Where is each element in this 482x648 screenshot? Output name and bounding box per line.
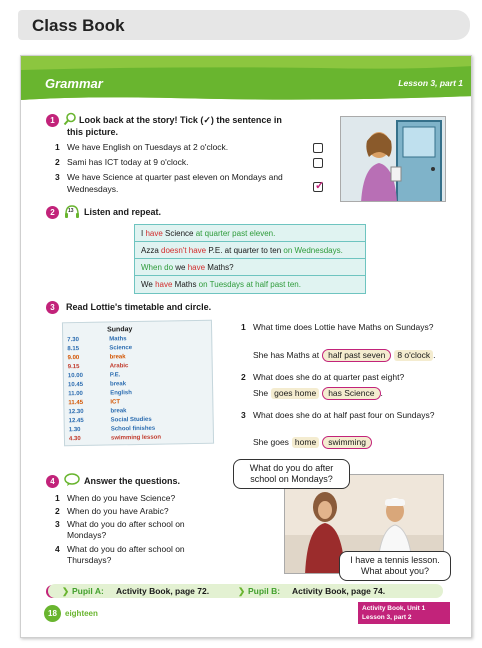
table-row: 4.30 swimming lesson <box>68 434 162 443</box>
pupil-b-label: Pupil B: <box>248 586 281 596</box>
timetable-heading: Sunday <box>107 326 133 334</box>
exercise-3-instruction: Read Lottie's timetable and circle. <box>66 302 212 312</box>
activity-book-lesson: Lesson 3, part 2 <box>362 614 412 621</box>
exercise-1-instruction-cont: this picture. <box>67 127 119 137</box>
activity-book-tag[interactable] <box>358 602 450 624</box>
lesson-label: Lesson 3, part 1 <box>398 78 463 88</box>
item-number: 2 <box>55 157 60 167</box>
option-circled[interactable]: swimming <box>322 436 372 449</box>
table-row: 7.30 Maths <box>67 336 127 344</box>
grammar-row: We have Maths on Tuesdays at half past ten. <box>141 280 301 289</box>
timetable <box>62 320 214 447</box>
table-row: 11.45 ICT <box>68 399 121 407</box>
exercise-1-number: 1 <box>46 114 59 127</box>
check-mark-icon: ✓ <box>315 180 325 192</box>
pupil-b-reference[interactable]: Activity Book, page 74. <box>292 586 386 596</box>
section-title: Grammar <box>45 76 103 91</box>
exercise-2-instruction: Listen and repeat. <box>84 207 162 217</box>
pupil-a-label: Pupil A: <box>72 586 104 596</box>
header-title: Class Book <box>32 16 125 35</box>
item-text: Sami has ICT today at 9 o'clock. <box>67 157 189 167</box>
arrow-icon: ❯ <box>238 586 246 596</box>
story-picture <box>340 116 446 202</box>
pupil-a-reference[interactable]: Activity Book, page 72. <box>116 586 210 596</box>
checkbox-item-3[interactable] <box>313 182 323 192</box>
speech-bubble-answer: I have a tennis lesson. What about you? <box>339 551 451 581</box>
grammar-row: I have Science at quarter past eleven. <box>135 225 365 242</box>
option[interactable]: home <box>292 437 319 448</box>
top-bar <box>18 10 470 40</box>
answer-choice: She goes home swimming <box>253 436 372 449</box>
table-row: 10.45 break <box>67 381 127 389</box>
table-row: 9.15 Arabic <box>67 363 129 371</box>
audio-icon[interactable] <box>64 204 80 224</box>
audio-track-number: 13 <box>68 208 74 214</box>
speech-bubble-question: What do you do after school on Mondays? <box>233 459 350 489</box>
table-row: 12.30 break <box>68 408 127 416</box>
page-number: 18 <box>44 605 61 622</box>
checkbox-item-2[interactable] <box>313 158 323 168</box>
speech-bubble-icon <box>64 473 80 492</box>
exercise-4-instruction: Answer the questions. <box>84 476 181 486</box>
item-number: 3 <box>55 172 60 182</box>
table-row: 8.15 Science <box>67 345 133 353</box>
item-text: We have Science at quarter past eleven on Mondays and Wednesdays. <box>67 172 283 194</box>
item-text: We have English on Tuesdays at 2 o'clock. <box>67 142 229 152</box>
exercise-2-number: 2 <box>46 206 59 219</box>
exercise-3-number: 3 <box>46 301 59 314</box>
grammar-table <box>134 224 366 294</box>
table-row: 9.00 break <box>67 354 126 362</box>
grammar-row: Azza doesn't have P.E. at quarter to ten on Wednesdays. <box>135 242 365 259</box>
activity-book-unit: Activity Book, Unit 1 <box>362 605 426 612</box>
page-number-word: eighteen <box>65 609 98 618</box>
item-number: 1 <box>55 142 60 152</box>
book-page: Grammar Lesson 3, part 1 1 Look back at the story! Tick (✓) the sentence in this picture. 1 We have English on Tuesdays at 2 o'clock. 2 Sami has ICT today at 9 o'clock. 3 We have Science at quarter past eleven on Mondays and Wednesdays. ✓ 2 13 Listen and repeat. I have Science at quarter past eleven. Azza doesn't have P.E. at quarter to ten on Wednesdays. When do we have Maths? We have Maths on Tuesdays at half past ten. 3 Read Lottie's timetable and circle. Sunday 7.30 Maths 8.15 Science 9.00 break 9.15 Arabic 10.00 P.E. 10.45 break 11.00 English 11.45 ICT 12.30 break 12.45 Social Studies 1.30 School finishes 4.30 swimming lesson 1 What time does Lottie have Maths on Sundays? She has Maths at half past seven 8 o'clock . 2 What does she do at quarter past eight? She goes home has Science . 3 What does she do at half past four on Sundays? She goes home swimming 4 Answer the questions. 1 When do you have Science? 2 When do you have Arabic? 3 What do you do after school on Mondays? 4 What do you do after school on Thursdays? What do you do after school on Mondays? I have a tennis lesson. What about you? ❯ Pupil A: Activity Book, page 72. ❯ Pupil B: Activity Book, page 74. 18 eighteen Activity Book, Unit 1 Lesson 3, part 2 <box>20 55 472 638</box>
option-circled[interactable]: half past seven <box>322 349 391 362</box>
answer-choice: She has Maths at half past seven 8 o'clock . <box>253 350 436 360</box>
arrow-icon: ❯ <box>62 586 70 596</box>
option[interactable]: goes home <box>271 388 319 399</box>
table-row: 1.30 School finishes <box>68 425 156 434</box>
table-row: 11.00 English <box>68 390 132 398</box>
teacher-door-illustration <box>341 117 446 202</box>
answer-choice: She goes home has Science . <box>253 388 383 398</box>
option[interactable]: 8 o'clock <box>394 350 433 361</box>
table-row: 10.00 P.E. <box>67 372 121 380</box>
exercise-4-number: 4 <box>46 475 59 488</box>
pair-work-bar <box>48 584 443 598</box>
checkbox-item-1[interactable] <box>313 143 323 153</box>
table-row: 12.45 Social Studies <box>68 416 152 425</box>
exercise-1-instruction: Look back at the story! Tick (✓) the sentence in <box>79 115 282 125</box>
option-circled[interactable]: has Science <box>322 387 380 400</box>
grammar-row: When do we have Maths? <box>135 259 365 276</box>
